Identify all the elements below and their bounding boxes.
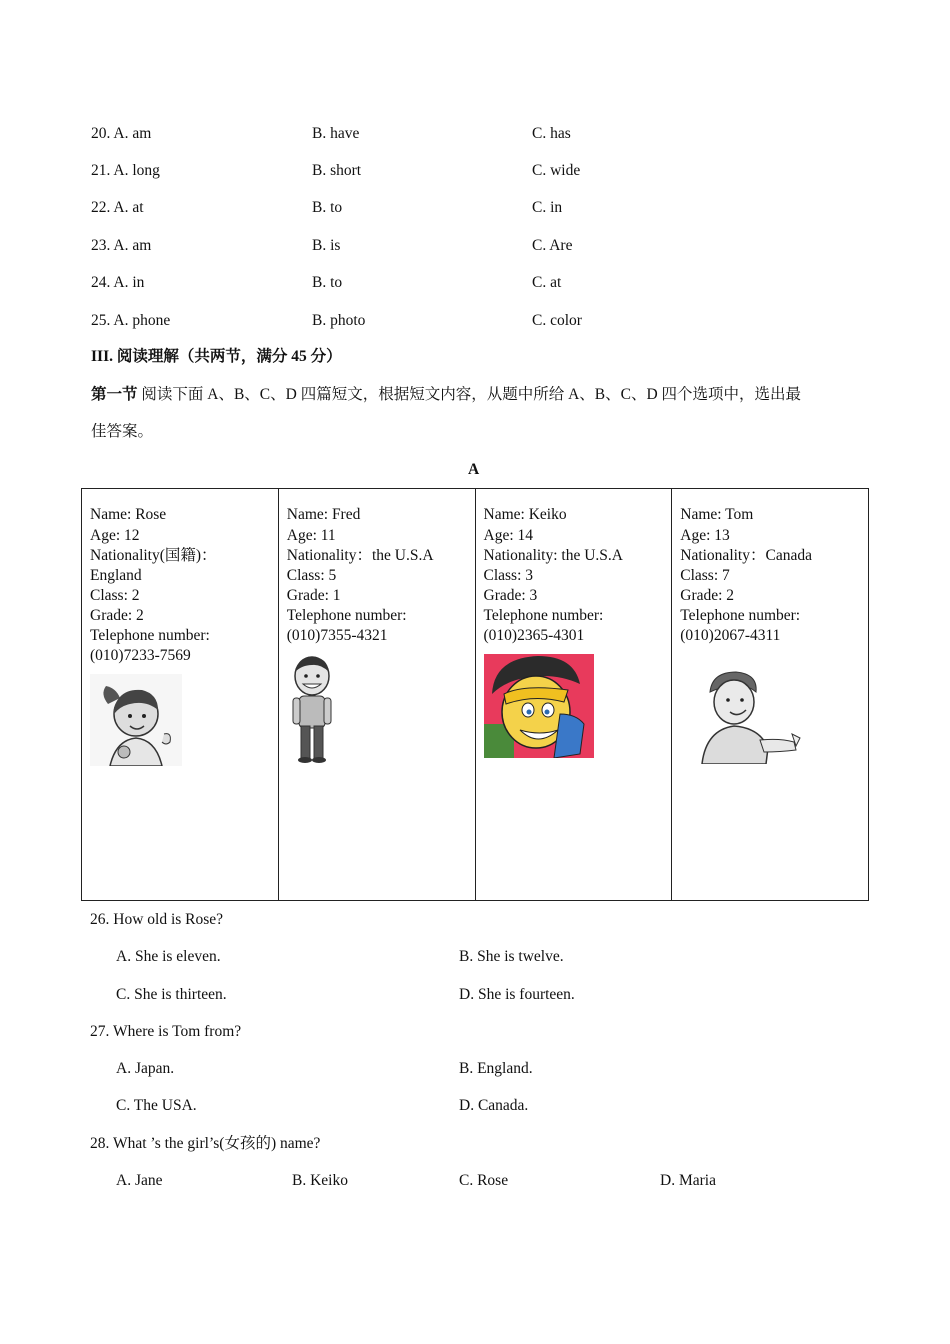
profile-card-keiko <box>475 489 672 901</box>
profile-line: Grade: 2 <box>680 587 735 605</box>
section-instruction <box>91 385 801 405</box>
question-26-options-row-1 <box>116 947 916 967</box>
option-a: 24. A. in <box>91 274 145 291</box>
option-row-21 <box>91 161 851 181</box>
profile-line: Nationality：the U.S.A <box>286 547 434 565</box>
profile-card-tom <box>672 489 869 901</box>
profile-line: Telephone number: <box>90 627 210 645</box>
profile-line: Class: 3 <box>483 567 534 585</box>
option-c: C. at <box>532 274 562 291</box>
profile-card-fred <box>278 489 475 901</box>
profile-card-rose <box>82 489 279 901</box>
instruction-text: 阅读下面 A、B、C、D 四篇短文，根据短文内容，从题中所给 A、B、C、D 四个选项中，选出最 <box>137 386 802 403</box>
option-b: B. to <box>312 274 343 291</box>
question-28-stem: 28. What ’s the girl’s(女孩的) name? <box>90 1135 321 1152</box>
question-26-options-row-2 <box>116 985 916 1005</box>
option-b: B. photo <box>312 312 366 329</box>
profile-line: Nationality: the U.S.A <box>483 547 623 565</box>
profile-line: (010)2067-4311 <box>680 627 781 645</box>
question-26-option-c: C. She is thirteen. <box>116 986 227 1003</box>
profile-line: Class: 5 <box>286 567 337 585</box>
option-row-20 <box>91 124 851 144</box>
option-c: C. wide <box>532 162 581 179</box>
profile-line: Age: 13 <box>680 527 730 545</box>
question-27-option-b: B. England. <box>459 1060 533 1077</box>
question-27-options-row-1 <box>116 1059 916 1079</box>
option-a: 20. A. am <box>91 125 152 142</box>
profile-line: Class: 7 <box>680 567 730 585</box>
boy-cap-image <box>484 654 594 758</box>
option-row-23 <box>91 236 851 256</box>
profile-line: Grade: 1 <box>286 587 341 605</box>
question-26-option-d: D. She is fourteen. <box>459 986 575 1003</box>
profile-table <box>81 488 869 901</box>
profile-line: Class: 2 <box>90 587 140 605</box>
option-c: C. has <box>532 125 571 142</box>
option-a: 21. A. long <box>91 162 160 179</box>
profile-line: Name: Keiko <box>483 506 567 523</box>
option-a: 25. A. phone <box>91 312 171 329</box>
option-b: B. is <box>312 237 341 254</box>
question-26-stem: 26. How old is Rose? <box>90 911 224 928</box>
option-b: B. to <box>312 199 343 216</box>
profile-line: Telephone number: <box>286 607 407 625</box>
question-27-option-c: C. The USA. <box>116 1097 197 1114</box>
option-c: C. in <box>532 199 563 216</box>
question-28-option-d: D. Maria <box>660 1172 716 1189</box>
question-26-option-b: B. She is twelve. <box>459 948 564 965</box>
profile-line: (010)2365-4301 <box>483 627 585 645</box>
boy-waving-image <box>696 668 802 764</box>
option-a: 22. A. at <box>91 199 144 216</box>
part-label: 第一节 <box>91 386 138 403</box>
profile-line: Grade: 2 <box>90 607 144 625</box>
profile-line: England <box>90 567 142 585</box>
passage-label: A <box>468 461 480 478</box>
option-c: C. color <box>532 312 582 329</box>
question-26-option-a: A. She is eleven. <box>116 948 221 965</box>
option-row-25 <box>91 311 851 331</box>
boy-standing-image <box>287 654 337 766</box>
profile-line: Age: 11 <box>286 527 336 545</box>
question-27-option-a: A. Japan. <box>116 1060 175 1077</box>
profile-line: (010)7355-4321 <box>286 627 388 645</box>
question-28-options-row <box>116 1171 916 1191</box>
option-a: 23. A. am <box>91 237 152 254</box>
section-heading: III. 阅读理解（共两节，满分 45 分） <box>91 348 342 365</box>
profile-line: Nationality(国籍)： <box>90 547 217 565</box>
question-28-option-b: B. Keiko <box>292 1172 348 1189</box>
option-row-22 <box>91 198 851 218</box>
profile-line: Age: 12 <box>90 527 140 545</box>
question-27-stem: 27. Where is Tom from? <box>90 1023 242 1040</box>
instruction-continuation: 佳答案。 <box>91 423 154 440</box>
option-b: B. have <box>312 125 360 142</box>
profile-line: Nationality：Canada <box>680 547 812 565</box>
profile-line: Name: Fred <box>286 506 361 523</box>
question-28-option-c: C. Rose <box>459 1172 509 1189</box>
question-28-option-a: A. Jane <box>116 1172 163 1189</box>
option-b: B. short <box>312 162 362 179</box>
profile-line: Telephone number: <box>483 607 604 625</box>
question-27-option-d: D. Canada. <box>459 1097 529 1114</box>
question-27-options-row-2 <box>116 1096 916 1116</box>
option-c: C. Are <box>532 237 573 254</box>
profile-line: Grade: 3 <box>483 587 538 605</box>
profile-line: (010)7233-7569 <box>90 647 191 665</box>
girl-portrait-image <box>90 674 182 766</box>
profile-line: Name: Rose <box>90 506 167 523</box>
profile-line: Name: Tom <box>680 506 754 523</box>
profile-line: Telephone number: <box>680 607 801 625</box>
profile-line: Age: 14 <box>483 527 534 545</box>
option-row-24 <box>91 273 851 293</box>
